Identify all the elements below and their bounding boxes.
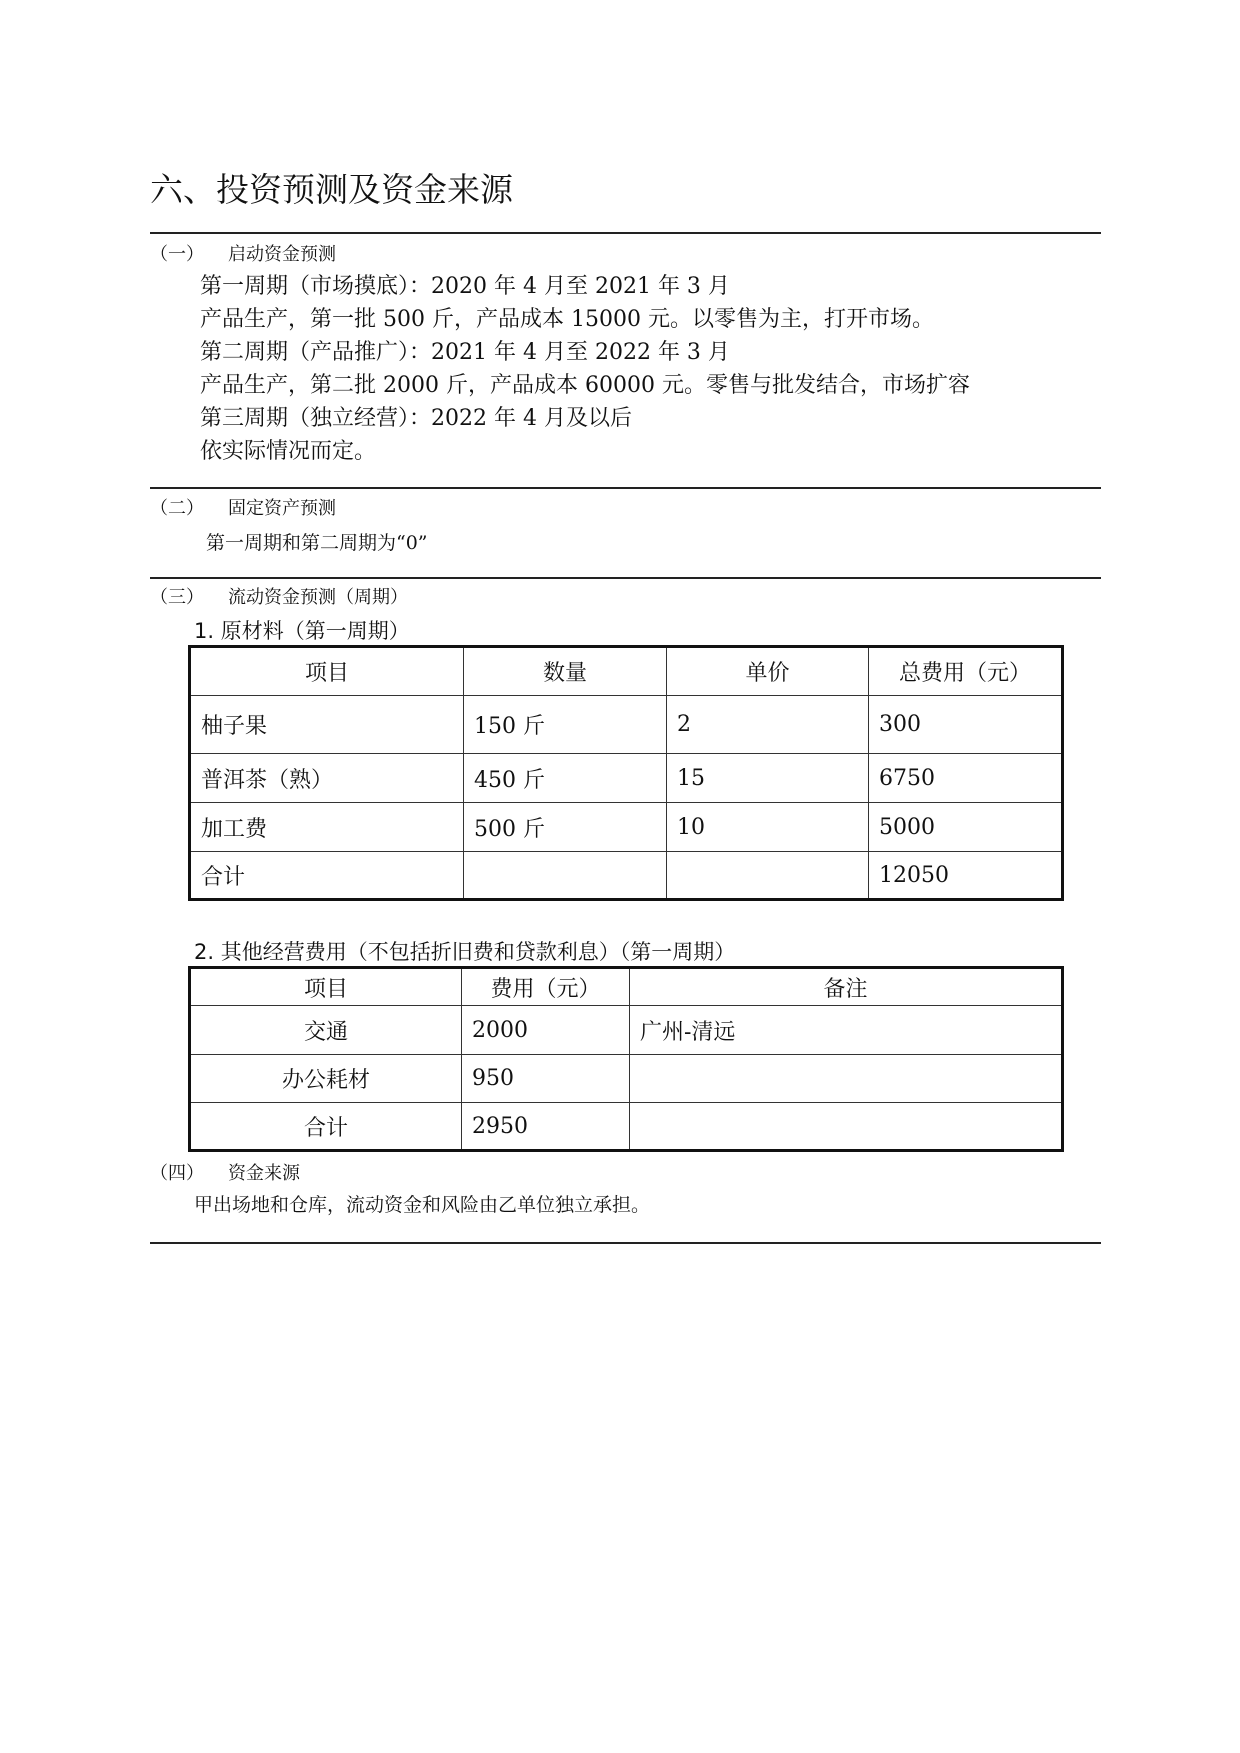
body-line: 产品生产，第二批 2000 斤，产品成本 60000 元。零售与批发结合，市场扩容 xyxy=(200,373,970,398)
header-cell: 项目 xyxy=(190,647,464,696)
section-label: 资金来源 xyxy=(228,1163,300,1184)
section-3-heading xyxy=(150,583,408,609)
table-total-row xyxy=(190,852,1063,900)
cell: 广州-清远 xyxy=(630,1006,1063,1055)
page-title: 六、投资预测及资金来源 xyxy=(150,170,513,209)
cell xyxy=(630,1103,1063,1151)
section-number: （三） xyxy=(150,587,204,608)
header-cell: 项目 xyxy=(190,968,462,1006)
cell: 450 斤 xyxy=(464,754,667,803)
table-row xyxy=(190,1055,1063,1103)
cell: 6750 xyxy=(869,754,1063,803)
cell: 柚子果 xyxy=(190,696,464,754)
header-cell: 总费用（元） xyxy=(869,647,1063,696)
table-2-title: 2. 其他经营费用（不包括折旧费和贷款利息）（第一周期） xyxy=(194,940,736,964)
section-number: （一） xyxy=(150,244,204,265)
section-2-heading xyxy=(150,494,336,520)
section-number: （二） xyxy=(150,498,204,519)
cell xyxy=(630,1055,1063,1103)
cell: 12050 xyxy=(869,852,1063,900)
cell: 15 xyxy=(667,754,869,803)
divider xyxy=(150,577,1101,579)
divider xyxy=(150,487,1101,489)
cell: 950 xyxy=(462,1055,630,1103)
table-row xyxy=(190,803,1063,852)
cell: 150 斤 xyxy=(464,696,667,754)
table-row xyxy=(190,1006,1063,1055)
header-cell: 备注 xyxy=(630,968,1063,1006)
cell xyxy=(667,852,869,900)
body-line: 依实际情况而定。 xyxy=(200,439,377,464)
cell xyxy=(464,852,667,900)
header-cell: 单价 xyxy=(667,647,869,696)
section-label: 流动资金预测（周期） xyxy=(228,587,408,608)
cell: 2000 xyxy=(462,1006,630,1055)
body-line: 第一周期（市场摸底）：2020 年 4 月至 2021 年 3 月 xyxy=(200,274,730,299)
section-label: 固定资产预测 xyxy=(228,498,336,519)
cell: 300 xyxy=(869,696,1063,754)
body-line: 第二周期（产品推广）：2021 年 4 月至 2022 年 3 月 xyxy=(200,340,730,365)
cell: 加工费 xyxy=(190,803,464,852)
body-line: 第一周期和第二周期为“0” xyxy=(206,532,428,554)
table-total-row xyxy=(190,1103,1063,1151)
section-4-heading xyxy=(150,1159,300,1185)
divider xyxy=(150,1242,1101,1244)
cell: 合计 xyxy=(190,1103,462,1151)
table-row xyxy=(190,696,1063,754)
cell: 500 斤 xyxy=(464,803,667,852)
table-1-title: 1. 原材料（第一周期） xyxy=(194,619,410,643)
table-header-row xyxy=(190,647,1063,696)
cell: 5000 xyxy=(869,803,1063,852)
header-cell: 数量 xyxy=(464,647,667,696)
cell: 交通 xyxy=(190,1006,462,1055)
operating-expenses-table xyxy=(188,966,1064,1152)
section-1-heading xyxy=(150,240,336,266)
divider xyxy=(150,232,1101,234)
table-header-row xyxy=(190,968,1063,1006)
body-line: 第三周期（独立经营）：2022 年 4 月及以后 xyxy=(200,406,632,431)
cell: 2950 xyxy=(462,1103,630,1151)
section-label: 启动资金预测 xyxy=(228,244,336,265)
body-line: 甲出场地和仓库，流动资金和风险由乙单位独立承担。 xyxy=(194,1194,651,1216)
header-cell: 费用（元） xyxy=(462,968,630,1006)
cell: 合计 xyxy=(190,852,464,900)
cell: 普洱茶（熟） xyxy=(190,754,464,803)
cell: 办公耗材 xyxy=(190,1055,462,1103)
table-row xyxy=(190,754,1063,803)
raw-materials-table xyxy=(188,645,1064,901)
body-line: 产品生产，第一批 500 斤，产品成本 15000 元。以零售为主，打开市场。 xyxy=(200,307,934,332)
cell: 2 xyxy=(667,696,869,754)
cell: 10 xyxy=(667,803,869,852)
section-number: （四） xyxy=(150,1163,204,1184)
